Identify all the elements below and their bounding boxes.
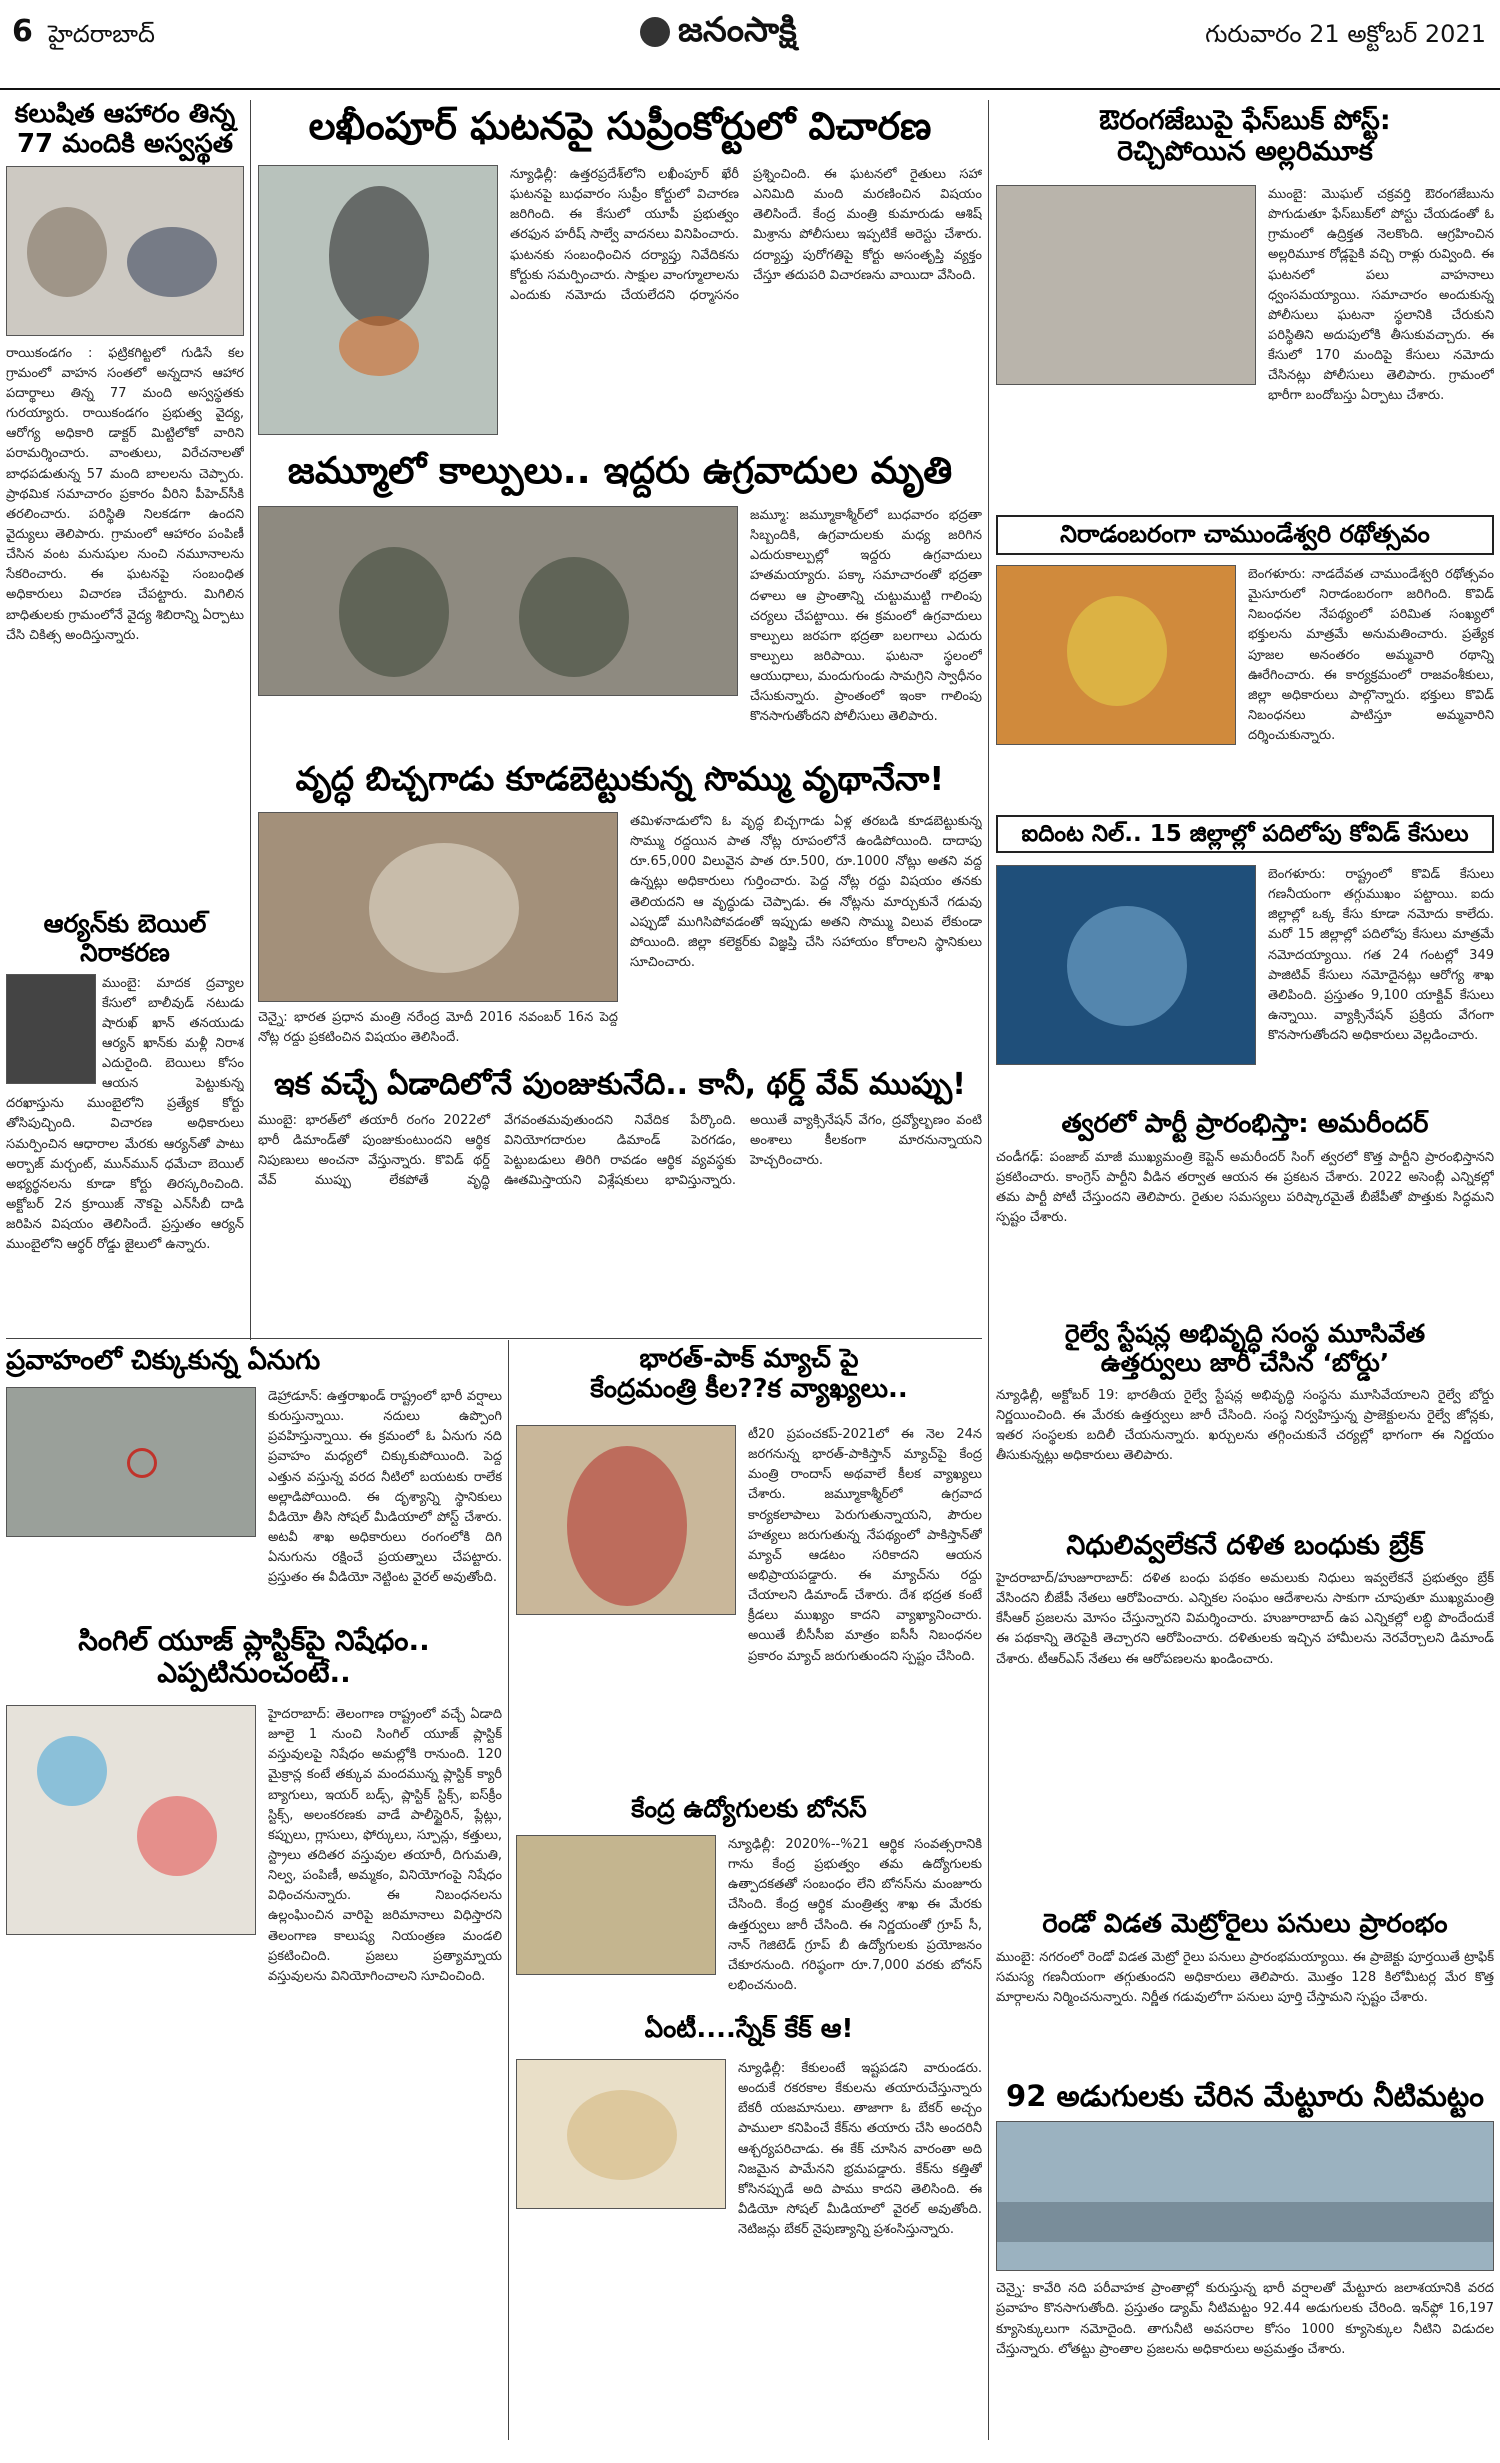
article-body: బెంగళూరు: రాష్ట్రంలో కొవిడ్ కేసులు గణనీయంగా తగ్గుముఖం పట్టాయి. ఐదు జిల్లాల్లో ఒక్క కేసు కూడా నమోదు కాలేదు. మరో 15 జిల్లాల్లో పదిలోపు కేసులు మాత్రమే నమోదయ్యాయి. గత 24 గంటల్లో 349 పాజిటివ్ కేసులు నమోదైనట్లు ఆరోగ్య శాఖ తెలిపింది. ప్రస్తుతం 9,100 యాక్టివ్ కేసులు ఉన్నాయి. వ్యాక్సినేషన్ ప్రక్రియ వేగంగా కొనసాగుతోందని అధికారులు వెల్లడించారు. [1268, 867, 1494, 1044]
headline: ఏంటీ....స్నేక్ కేక్ ఆ! [644, 2015, 854, 2044]
security-forces-photo [258, 506, 738, 696]
article-body: ముంబై: మాదక ద్రవ్యాల కేసులో బాలీవుడ్ నటుడు షారుఖ్ ఖాన్ తనయుడు ఆర్యన్ ఖాన్‌కు మళ్లీ నిరాశ ఎదురైంది. బెయిలు కోసం ఆయన పెట్టుకున్న దరఖాస్తును ముంబైలోని ప్రత్యేక కోర్టు తోసిపుచ్చింది. విచారణ అధికారులు సమర్పించిన ఆధారాల మేరకు ఆర్యన్‌తో పాటు అర్బాజ్ మర్చంట్, మున్‌మున్ ధమేచా బెయిల్ అభ్యర్థనలను కూడా కోర్టు తిరస్కరించింది. అక్టోబర్ 2న క్రూయిజ్ నౌకపై ఎన్‌సీబీ దాడి జరిపిన విషయం తెలిసిందే. ప్రస్తుతం ఆర్యన్ ముంబైలోని ఆర్థర్ రోడ్డు జైలులో ఉన్నారు. [6, 975, 244, 1253]
article-india-pak [516, 1345, 982, 1785]
article-body: న్యూఢిల్లీ: ఉత్తరప్రదేశ్‌లోని లఖీంపూర్ ఖేరీ ఘటనపై బుధవారం సుప్రీం కోర్టులో విచారణ జరిగింది. ఈ కేసులో యూపీ ప్రభుత్వం తరఫున హరీష్ సాల్వే వాదనలు వినిపించారు. ఘటనకు సంబంధించిన దర్యాప్తు నివేదికను కోర్టుకు సమర్పించారు. సాక్షుల వాంగ్మూలాలను ఎందుకు నమోదు చేయలేదని ధర్మాసనం ప్రశ్నించింది. ఈ ఘటనలో రైతులు సహా ఎనిమిది మంది మరణించిన విషయం తెలిసిందే. కేంద్ర మంత్రి కుమారుడు ఆశిష్ మిశ్రాను పోలీసులు ఇప్పటికే అరెస్టు చేశారు. దర్యాప్తు పురోగతిపై కోర్టు అసంతృప్తి వ్యక్తం చేస్తూ తదుపరి విచారణను వాయిదా వేసింది. [510, 167, 982, 303]
headline: రైల్వే స్టేషన్ల అభివృద్ధి సంస్థ మూసివేత [1064, 1320, 1426, 1348]
article-body: తమిళనాడులోని ఓ వృద్ధ బిచ్చగాడు ఏళ్ల తరబడి కూడబెట్టుకున్న సొమ్ము రద్దయిన పాత నోట్ల రూపంలోనే ఉండిపోయింది. దాదాపు రూ.65,000 విలువైన పాత రూ.500, రూ.1000 నోట్లు అతని వద్ద ఉన్నట్లు అధికారులు గుర్తించారు. పెద్ద నోట్ల రద్దు విషయం తనకు తెలియదని ఆ వృద్ధుడు చెప్పాడు. ఈ నోట్లను మార్చుకునే గడువు ఎప్పుడో ముగిసిపోవడంతో ఇప్పుడు అతని సొమ్ము విలువ లేకుండా పోయింది. జిల్లా కలెక్టర్‌కు విజ్ఞప్తి చేసి సహాయం కోరాలని స్థానికులు సూచించారు. [630, 814, 982, 970]
minister-photo [516, 1425, 736, 1615]
article-body: రాయికండగం : ఫట్రికగిట్టలో గుడిసే కల గ్రామంలో వాహన సంతలో అన్నదాన ఆహార పదార్థాలు తిన్న 77 మంది అస్వస్థతకు గురయ్యారు. రాయికండగం ప్రభుత్వ వైద్య, ఆరోగ్య అధికారి డాక్టర్ మిట్టిలోకో వారిని పరామర్శించారు. వాంతులు, విరేచనాలతో బాధపడుతున్న 57 మంది బాలలను చెప్పారు. ప్రాథమిక సమాచారం ప్రకారం వీరిని పీహెచ్‌సీకి తరలించారు. పరిస్థితి నిలకడగా ఉందని వైద్యులు తెలిపారు. గ్రామంలో ఆహారం పంపిణీ చేసిన వంట మనుషుల నుంచి నమూనాలను సేకరించారు. ఈ ఘటనపై సంబంధిత అధికారులు విచారణ చేపట్టారు. మిగిలిన బాధితులకు గ్రామంలోనే వైద్య శిబిరాన్ని ఏర్పాటు చేసి చికిత్స అందిస్తున్నారు. [6, 345, 244, 643]
headline: ఉత్తర్వులు జారీ చేసిన ‘బోర్డు’ [1100, 1347, 1390, 1377]
headline: లఖీంపూర్ ఘటనపై సుప్రీంకోర్టులో విచారణ [308, 105, 932, 148]
headline: కలుషిత ఆహారం తిన్న [14, 100, 236, 129]
column-divider [988, 100, 989, 2440]
headline: కేంద్రమంత్రి కీల??క వ్యాఖ్యలు.. [590, 1373, 908, 1404]
headline: నిధులివ్వలేకనే దళిత బంధుకు బ్రేక్ [1066, 1530, 1424, 1561]
headline: రెండో విడత మెట్రోరైలు పనులు ప్రారంభం [1042, 1910, 1448, 1939]
headline: ప్రవాహంలో చిక్కుకున్న ఏనుగు [6, 1345, 321, 1376]
section-city: హైదరాబాద్ [48, 20, 155, 48]
plastic-items-photo [6, 1705, 256, 1935]
article-body: న్యూఢిల్లీ: కేకులంటే ఇష్టపడని వారుండరు. అందుకే రకరకాల కేకులను తయారుచేస్తున్నారు బేకరీ యజమానులు. తాజాగా ఓ బేకర్ అచ్చం పాములా కనిపించే కేక్‌ను తయారు చేసి అందరినీ ఆశ్చర్యపరిచాడు. ఈ కేక్ చూసిన వారంతా అది నిజమైన పామేనని భ్రమపడ్డారు. కేక్‌ను కత్తితో కోసినప్పుడే అది పాము కాదని తెలిసింది. ఈ వీడియో సోషల్ మీడియాలో వైరల్ అవుతోంది. నెటిజన్లు బేకర్ నైపుణ్యాన్ని ప్రశంసిస్తున్నారు. [738, 2061, 982, 2238]
issue-date: గురువారం 21 అక్టోబర్ 2021 [1205, 20, 1486, 48]
burning-vehicle-photo [258, 165, 498, 435]
article-food-poisoning [6, 100, 244, 900]
headline: కేంద్ర ఉద్యోగులకు బోనస్ [631, 1795, 867, 1823]
beggar-photo [258, 812, 618, 1002]
headline: ఐదింట నిల్.. 15 జిల్లాల్లో పదిలోపు కోవిడ్ కేసులు [996, 815, 1494, 853]
article-plastic-ban [6, 1625, 502, 2440]
hospital-photo [6, 166, 244, 336]
article-dalit-bandhu [996, 1530, 1494, 1900]
article-body: ముంబై: భారత్‌లో తయారీ రంగం 2022లో భారీ డిమాండ్‌తో పుంజుకుంటుందని ఆర్థిక నిపుణులు అంచనా వేస్తున్నారు. కొవిడ్ థర్డ్ వేవ్ ముప్పు లేకపోతే వృద్ధి వేగవంతమవుతుందని నివేదిక పేర్కొంది. వినియోగదారుల డిమాండ్ పెరగడం, పెట్టుబడులు తిరిగి రావడం ఆర్థిక వ్యవస్థకు ఊతమిస్తాయని విశ్లేషకులు భావిస్తున్నారు. అయితే వ్యాక్సినేషన్ వేగం, ద్రవ్యోల్బణం వంటి అంశాలు కీలకంగా మారనున్నాయని హెచ్చరించారు. [258, 1112, 982, 1188]
article-body: చెన్నై: కావేరి నది పరీవాహక ప్రాంతాల్లో కురుస్తున్న భారీ వర్షాలతో మేట్టూరు జలాశయానికి వరద ప్రవాహం కొనసాగుతోంది. ప్రస్తుతం డ్యామ్ నీటిమట్టం 92.44 అడుగులకు చేరింది. ఇన్‌ఫ్లో 16,197 క్యూసెక్కులుగా నమోదైంది. తాగునీటి అవసరాల కోసం 1000 క్యూసెక్కుల నీటిని విడుదల చేస్తున్నారు. లోతట్టు ప్రాంతాల ప్రజలను అధికారులు అప్రమత్తం చేశారు. [996, 2281, 1494, 2357]
headline: ఇక వచ్చే ఏడాదిలోనే పుంజుకునేది.. కానీ, థర్డ్ వేవ్ ముప్పు! [274, 1068, 966, 1102]
article-body: జమ్మూ: జమ్మూకాశ్మీర్‌లో బుధవారం భద్రతా సిబ్బందికి, ఉగ్రవాదులకు మధ్య జరిగిన ఎదురుకాల్పుల్లో ఇద్దరు ఉగ్రవాదులు హతమయ్యారు. పక్కా సమాచారంతో భద్రతా దళాలు ఆ ప్రాంతాన్ని చుట్టుముట్టి గాలింపు చర్యలు చేపట్టాయి. ఈ క్రమంలో ఉగ్రవాదులు కాల్పులు జరపగా భద్రతా బలగాలు ఎదురు కాల్పులు జరిపాయి. ఘటనా స్థలంలో ఆయుధాలు, మందుగుండు సామగ్రిని స్వాధీనం చేసుకున్నారు. ప్రాంతంలో ఇంకా గాలింపు కొనసాగుతోందని పోలీసులు తెలిపారు. [750, 508, 982, 725]
logo-text: జనంసాక్షి [678, 10, 797, 50]
article-body: బెంగళూరు: నాడదేవత చాముండేశ్వరి రథోత్సవం మైసూరులో నిరాడంబరంగా జరిగింది. కొవిడ్ నిబంధనల నేపథ్యంలో పరిమిత సంఖ్యలో భక్తులను మాత్రమే అనుమతించారు. ప్రత్యేక పూజల అనంతరం అమ్మవారి రథాన్ని ఊరేగించారు. ఈ కార్యక్రమంలో రాజవంశీకులు, జిల్లా అధికారులు పాల్గొన్నారు. భక్తులు కొవిడ్ నిబంధనలు పాటిస్తూ అమ్మవారిని దర్శించుకున్నారు. [1248, 567, 1494, 744]
headline: జమ్మూలో కాల్పులు.. ఇద్దరు ఉగ్రవాదుల మృతి [287, 450, 953, 492]
article-body: న్యూఢిల్లీ: 2020%--%21 ఆర్థిక సంవత్సరానికి గాను కేంద్ర ప్రభుత్వం తమ ఉద్యోగులకు ఉత్పాదకతతో సంబంధం లేని బోనస్‌ను మంజూరు చేసింది. కేంద్ర ఆర్థిక మంత్రిత్వ శాఖ ఈ మేరకు ఉత్తర్వులు జారీ చేసింది. ఈ నిర్ణయంతో గ్రూప్ సీ, నాన్ గెజిటెడ్ గ్రూప్ బీ ఉద్యోగులకు ప్రయోజనం చేకూరనుంది. గరిష్ఠంగా రూ.7,000 వరకు బోనస్ లభించనుంది. [728, 1837, 982, 1993]
headline: ఎప్పటినుంచంటే.. [157, 1656, 351, 1690]
headline: త్వరలో పార్టీ ప్రారంభిస్తా: అమరీందర్ [1061, 1110, 1429, 1139]
aryan-photo [6, 974, 96, 1084]
article-covid [996, 815, 1494, 1100]
column-divider [508, 1340, 509, 2440]
headline: సింగిల్ యూజ్ ప్లాస్టిక్‌పై నిషేధం.. [78, 1625, 430, 1657]
article-jammu [258, 450, 982, 750]
article-body: ముంబై: నగరంలో రెండో విడత మెట్రో రైలు పనులు ప్రారంభమయ్యాయి. ఈ ప్రాజెక్టు పూర్తయితే ట్రాఫిక్ సమస్య గణనీయంగా తగ్గుతుందని అధికారులు తెలిపారు. మొత్తం 128 కిలోమీటర్ల మేర కొత్త మార్గాలను నిర్మించనున్నారు. నిర్ణీత గడువులోగా పనులు పూర్తి చేస్తామని స్పష్టం చేశారు. [996, 1949, 1494, 2006]
headline: వృద్ధ బిచ్చగాడు కూడబెట్టుకున్న సొమ్ము వృథానేనా! [295, 760, 945, 798]
headline: ఆర్యన్‌కు బెయిల్ [43, 910, 207, 938]
headline: రెచ్చిపోయిన అల్లరిమూక [1117, 136, 1373, 168]
article-aryan-bail [6, 910, 244, 1320]
headline: నిరాడంబరంగా చాముండేశ్వరి రథోత్సవం [996, 515, 1494, 555]
column-divider [250, 100, 251, 1340]
section-divider [6, 1338, 982, 1339]
page-number: 6 [12, 14, 33, 49]
dam-photo [996, 2121, 1494, 2271]
logo-icon [640, 17, 670, 47]
article-elephant [6, 1345, 502, 1615]
virus-illustration [996, 865, 1256, 1065]
headline: భారత్-పాక్ మ్యాచ్ పై [639, 1345, 859, 1374]
article-economy [258, 1068, 982, 1330]
article-beggar [258, 760, 982, 1060]
snake-cake-photo [516, 2059, 726, 2209]
article-mettur [996, 2080, 1494, 2440]
article-chamundeshwari [996, 515, 1494, 805]
article-body: హైదరాబాద్/హుజూరాబాద్: దళిత బంధు పథకం అమలుకు నిధులు ఇవ్వలేకనే ప్రభుత్వం బ్రేక్ వేసిందని బీజేపీ నేతలు ఆరోపించారు. ఎన్నికల సంఘం ఆదేశాలను సాకుగా చూపుతూ ముఖ్యమంత్రి కేసీఆర్ ప్రజలను మోసం చేస్తున్నారని విమర్శించారు. హుజూరాబాద్ ఉప ఎన్నికల్లో లబ్ధి పొందేందుకే ఈ పథకాన్ని తెరపైకి తెచ్చారని ఆరోపించారు. దళితులకు ఇచ్చిన హామీలను నెరవేర్చాలని డిమాండ్ చేశారు. టీఆర్‌ఎస్ నేతలు ఈ ఆరోపణలను ఖండించారు. [996, 1571, 1494, 1667]
article-body: టీ20 ప్రపంచకప్-2021లో ఈ నెల 24న జరగనున్న భారత్-పాకిస్తాన్ మ్యాచ్‌పై కేంద్ర మంత్రి రాందాస్ అథవాలే కీలక వ్యాఖ్యలు చేశారు. జమ్మూకాశ్మీర్‌లో ఉగ్రవాద కార్యకలాపాలు పెరుగుతున్నాయని, పౌరుల హత్యలు జరుగుతున్న నేపథ్యంలో పాకిస్తాన్‌తో మ్యాచ్ ఆడటం సరికాదని ఆయన అభిప్రాయపడ్డారు. ఈ మ్యాచ్‌ను రద్దు చేయాలని డిమాండ్ చేశారు. దేశ భద్రత కంటే క్రీడలు ముఖ్యం కాదని వ్యాఖ్యానించారు. అయితే బీసీసీఐ మాత్రం ఐసీసీ నిబంధనల ప్రకారం మ్యాచ్ జరుగుతుందని స్పష్టం చేసింది. [748, 1427, 982, 1664]
newspaper-logo [640, 10, 797, 58]
headline: ఔరంగజేబుపై ఫేస్‌బుక్ పోస్ట్: [1099, 105, 1391, 136]
article-railway [996, 1320, 1494, 1520]
photo-caption: చెన్నై: భారత ప్రధాన మంత్రి నరేంద్ర మోదీ 2016 నవంబర్ 16న పెద్ద నోట్ల రద్దు ప్రకటించిన విషయం తెలిసిందే. [258, 1010, 618, 1046]
chariot-festival-photo [996, 565, 1236, 745]
article-aurangzeb [996, 105, 1494, 500]
article-body: చండీగఢ్: పంజాబ్ మాజీ ముఖ్యమంత్రి కెప్టెన్ అమరీందర్ సింగ్ త్వరలో కొత్త పార్టీని ప్రారంభిస్తానని ప్రకటించారు. కాంగ్రెస్ పార్టీని వీడిన తర్వాత ఆయన ఈ ప్రకటన చేశారు. 2022 అసెంబ్లీ ఎన్నికల్లో తమ పార్టీ పోటీ చేస్తుందని తెలిపారు. రైతుల సమస్యలు పరిష్కారమైతే బీజేపీతో పొత్తుకు సిద్ధమని స్పష్టం చేశారు. [996, 1149, 1494, 1226]
article-bonus [516, 1795, 982, 2005]
crowd-photo [996, 185, 1256, 385]
headline: 92 అడుగులకు చేరిన మేట్టూరు నీటిమట్టం [1006, 2080, 1484, 2113]
masthead [0, 0, 1500, 90]
headline: నిరాకరణ [80, 937, 170, 967]
currency-photo [516, 1835, 716, 1975]
article-body: డెహ్రాడూన్: ఉత్తరాఖండ్ రాష్ట్రంలో భారీ వర్షాలు కురుస్తున్నాయి. నదులు ఉప్పొంగి ప్రవహిస్తున్నాయి. ఈ క్రమంలో ఓ ఏనుగు నది ప్రవాహం మధ్యలో చిక్కుకుపోయింది. పెద్ద ఎత్తున వస్తున్న వరద నీటిలో బయటకు రాలేక అల్లాడిపోయింది. ఈ దృశ్యాన్ని స్థానికులు వీడియో తీసి సోషల్ మీడియాలో పోస్ట్ చేశారు. అటవీ శాఖ అధికారులు రంగంలోకి దిగి ఏనుగును రక్షించే ప్రయత్నాలు చేపట్టారు. ప్రస్తుతం ఈ వీడియో నెట్టింట వైరల్ అవుతోంది. [268, 1389, 502, 1586]
article-snake-cake [516, 2015, 982, 2440]
elephant-river-photo [6, 1387, 256, 1537]
article-amarinder [996, 1110, 1494, 1310]
article-lakhimpur [258, 105, 982, 445]
article-body: ముంబై: మొఘల్ చక్రవర్తి ఔరంగజేబును పొగుడుతూ ఫేస్‌బుక్‌లో పోస్టు చేయడంతో ఓ గ్రామంలో ఉద్రిక్తత నెలకొంది. ఆగ్రహించిన అల్లరిమూక రోడ్లపైకి వచ్చి రాళ్లు రువ్వింది. ఈ ఘటనలో పలు వాహనాలు ధ్వంసమయ్యాయి. సమాచారం అందుకున్న పోలీసులు ఘటనా స్థలానికి చేరుకుని పరిస్థితిని అదుపులోకి తీసుకువచ్చారు. ఈ కేసులో 170 మందిపై కేసులు నమోదు చేసినట్లు పోలీసులు తెలిపారు. గ్రామంలో భారీగా బందోబస్తు ఏర్పాటు చేశారు. [1268, 187, 1494, 404]
article-body: హైదరాబాద్: తెలంగాణ రాష్ట్రంలో వచ్చే ఏడాది జూలై 1 నుంచి సింగిల్ యూజ్ ప్లాస్టిక్ వస్తువులపై నిషేధం అమల్లోకి రానుంది. 120 మైక్రాన్ల కంటే తక్కువ మందమున్న ప్లాస్టిక్ క్యారీ బ్యాగులు, ఇయర్ బడ్స్, ప్లాస్టిక్ స్టిక్స్, ఐస్‌క్రీం స్టిక్స్, అలంకరణకు వాడే పాలీస్టైరిన్, ప్లేట్లు, కప్పులు, గ్లాసులు, ఫోర్కులు, స్పూన్లు, కత్తులు, స్ట్రాలు తదితర వస్తువుల తయారీ, దిగుమతి, నిల్వ, పంపిణీ, అమ్మకం, వినియోగంపై నిషేధం విధించనున్నారు. ఈ నిబంధనలను ఉల్లంఘించిన వారిపై జరిమానాలు విధిస్తారని తెలంగాణ కాలుష్య నియంత్రణ మండలి ప్రకటించింది. ప్రజలు ప్రత్యామ్నాయ వస్తువులను వినియోగించాలని సూచించింది. [268, 1707, 502, 1984]
headline: 77 మందికి అస్వస్థత [16, 128, 234, 159]
article-body: న్యూఢిల్లీ, అక్టోబర్ 19: భారతీయ రైల్వే స్టేషన్ల అభివృద్ధి సంస్థను మూసివేయాలని రైల్వే బోర్డు నిర్ణయించింది. ఈ మేరకు ఉత్తర్వులు జారీ చేసింది. సంస్థ నిర్వహిస్తున్న ప్రాజెక్టులను రైల్వే జోన్లకు, ఇతర సంస్థలకు బదిలీ చేయనున్నారు. ఖర్చులను తగ్గించుకునే చర్యల్లో భాగంగా ఈ నిర్ణయం తీసుకున్నట్లు అధికారులు తెలిపారు. [996, 1387, 1494, 1463]
article-metro [996, 1910, 1494, 2070]
